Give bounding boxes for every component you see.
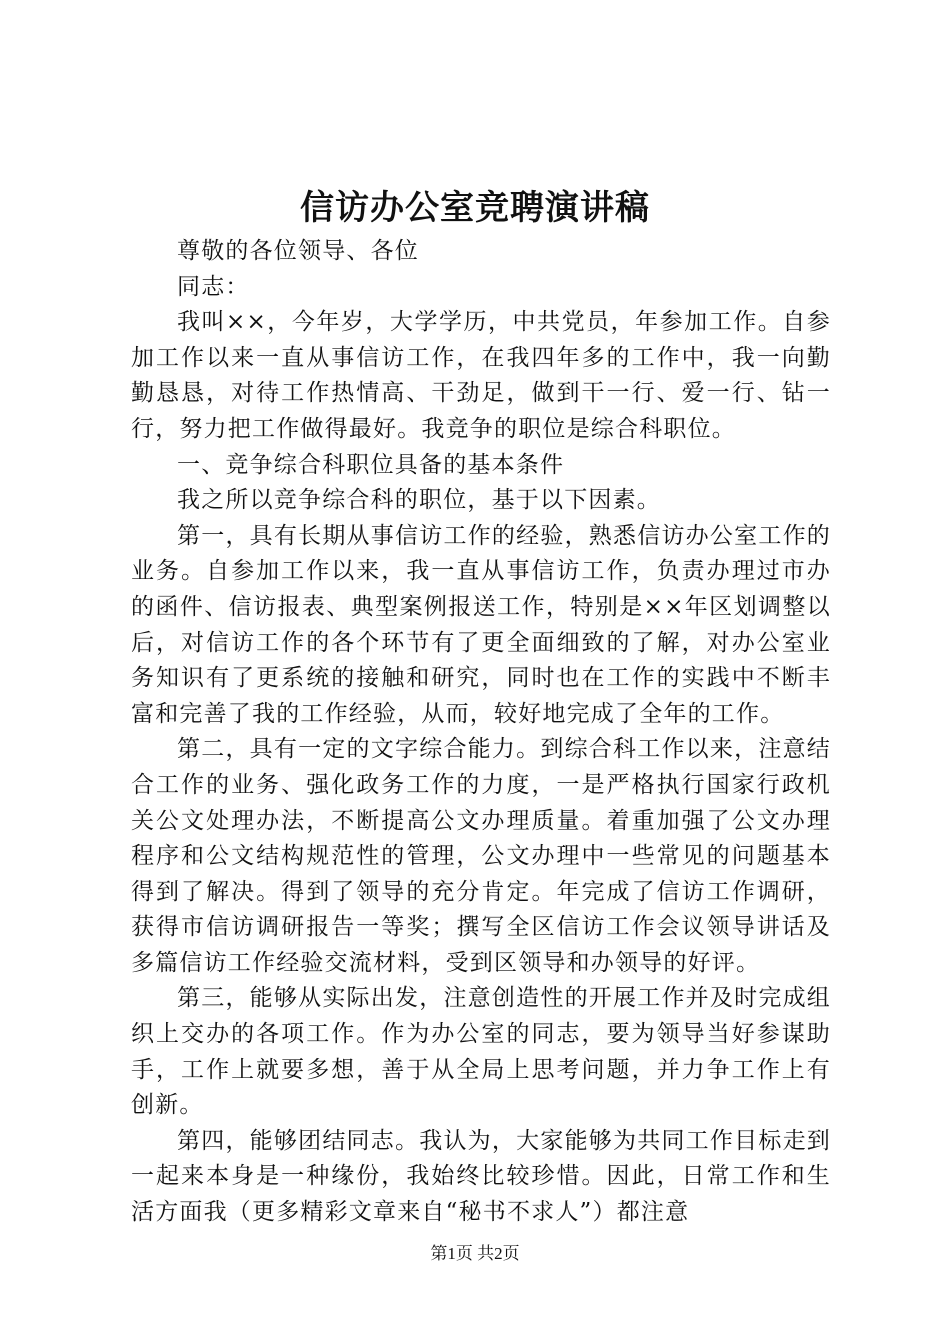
paragraph-intro: 我叫××，今年岁，大学学历，中共党员，年参加工作。自参加工作以来一直从事信访工作，在我四年多的工作中，我一向勤勤恳恳，对待工作热情高、干劲足，做到干一行、爱一行、钻一行，努力把工作做得最好。我竞争的职位是综合科职位。 (131, 309, 831, 442)
paragraph-point-2: 第二，具有一定的文字综合能力。到综合科工作以来，注意结合工作的业务、强化政务工作的力度，一是严格执行国家行政机关公文处理办法，不断提高公文办理质量。着重加强了公文办理程序和公文结构规范性的管理，公文办理中一些常见的问题基本得到了解决。得到了领导的充分肯定。年完成了信访工作调研，获得市信访调研报告一等奖；撰写全区信访工作会议领导讲话及多篇信访工作经验交流材料，受到区领导和办领导的好评。 (131, 736, 831, 976)
paragraph-salutation: 尊敬的各位领导、各位 (177, 238, 419, 264)
paragraph-point-3: 第三，能够从实际出发，注意创造性的开展工作并及时完成组织上交办的各项工作。作为办公室的同志，要为领导当好参谋助手，工作上就要多想，善于从全局上思考问题，并力争工作上有创新。 (131, 985, 831, 1119)
paragraph-reasons-intro: 我之所以竞争综合科的职位，基于以下因素。 (177, 487, 661, 514)
page-number-footer: 第1页 共2页 (430, 1244, 520, 1263)
paragraph-point-1: 第一，具有长期从事信访工作的经验，熟悉信访办公室工作的业务。自参加工作以来，我一直从事信访工作，负责办理过市办的函件、信访报表、典型案例报送工作，特别是××年区划调整以后，对信访工作的各个环节有了更全面细致的了解，对办公室业务知识有了更系统的接触和研究，同时也在工作的实践中不断丰富和完善了我的工作经验，从而，较好地完成了全年的工作。 (131, 522, 831, 727)
paragraph-salutation-cont: 同志： (177, 273, 250, 300)
paragraph-point-4: 第四，能够团结同志。我认为，大家能够为共同工作目标走到一起来本身是一种缘份，我始终比较珍惜。因此，日常工作和生活方面我（更多精彩文章来自“秘书不求人”）都注意 (131, 1127, 831, 1226)
paragraph-section-heading: 一、竞争综合科职位具备的基本条件 (177, 451, 565, 478)
document-body (131, 234, 831, 1231)
document-title: 信访办公室竞聘演讲稿 (300, 188, 650, 228)
